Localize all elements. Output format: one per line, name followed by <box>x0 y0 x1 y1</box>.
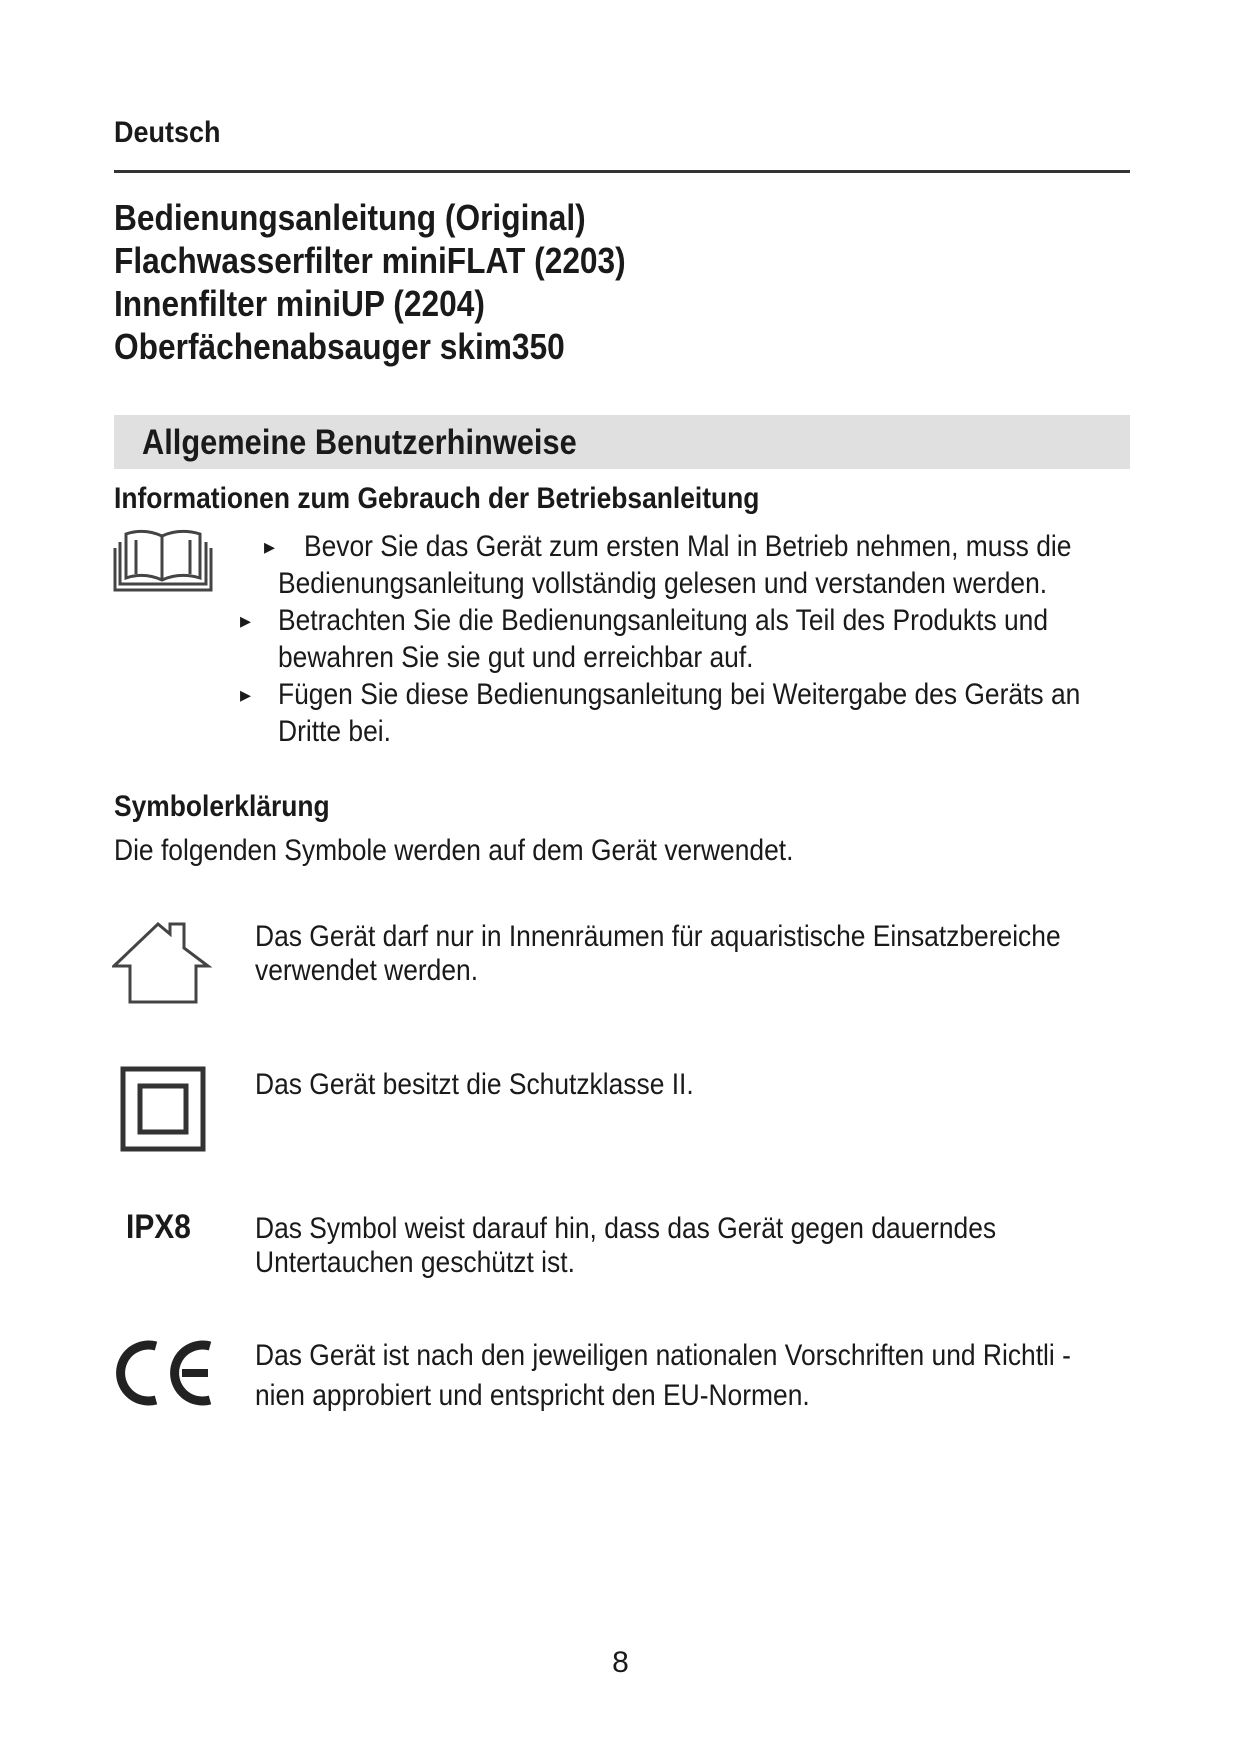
symbols-heading: Symbolerklärung <box>114 790 330 823</box>
bullet-line: Betrachten Sie die Bedienungsanleitung als Teil des Produkts und <box>278 604 1049 637</box>
bullet-line: Dritte bei. <box>278 715 391 748</box>
symbols-intro: Die folgenden Symbole werden auf dem Gerät verwendet. <box>114 834 794 867</box>
symbol-description <box>255 1066 754 1103</box>
bullet-arrow-icon: ▸ <box>264 534 276 559</box>
symbol-description <box>255 1212 1097 1280</box>
document-titles <box>114 196 696 368</box>
page-number: 8 <box>612 1646 629 1679</box>
symbol-text-line: Untertauchen geschützt ist. <box>255 1246 575 1279</box>
symbol-text-line: Das Gerät besitzt die Schutzklasse II. <box>255 1068 694 1101</box>
list-item <box>240 528 1140 602</box>
info-heading: Informationen zum Gebrauch der Betriebsanleitung <box>114 482 760 515</box>
section-title: Allgemeine Benutzerhinweise <box>142 423 577 462</box>
ipx8-label: IPX8 <box>126 1208 191 1246</box>
symbol-text-line: Das Gerät ist nach den jeweiligen nationalen Vorschriften und Richtli - <box>255 1339 1071 1372</box>
symbol-text-line: nien approbiert und entspricht den EU-Normen. <box>255 1379 810 1412</box>
title-line: Oberfächenabsauger skim350 <box>114 326 565 367</box>
title-line: Flachwasserfilter miniFLAT (2203) <box>114 240 626 281</box>
language-label: Deutsch <box>114 116 221 149</box>
symbol-text-line: Das Gerät darf nur in Innenräumen für aquaristische Einsatzbereiche <box>255 920 1061 953</box>
bullet-line: bewahren Sie sie gut und erreichbar auf. <box>278 641 754 674</box>
list-item <box>240 676 1140 750</box>
bullet-line: Bevor Sie das Gerät zum ersten Mal in Betrieb nehmen, muss die <box>304 530 1072 563</box>
header-divider <box>114 170 1130 173</box>
bullet-arrow-icon: ▸ <box>240 608 252 633</box>
protection-class-ii-icon <box>120 1066 206 1152</box>
title-line: Bedienungsanleitung (Original) <box>114 197 586 238</box>
ce-mark-icon <box>112 1338 216 1408</box>
usage-bullet-list <box>240 528 1140 750</box>
symbol-text-line: verwendet werden. <box>255 954 479 987</box>
title-line: Innenfilter miniUP (2204) <box>114 283 485 324</box>
symbol-description <box>255 1336 1182 1416</box>
symbol-description <box>255 920 1170 988</box>
house-icon <box>112 918 212 1004</box>
symbol-text-line: Das Symbol weist darauf hin, dass das Gerät gegen dauerndes <box>255 1212 997 1245</box>
bullet-line: Bedienungsanleitung vollständig gelesen und verstanden werden. <box>278 567 1048 600</box>
bullet-line: Fügen Sie diese Bedienungsanleitung bei Weitergabe des Geräts an <box>278 678 1081 711</box>
bullet-arrow-icon: ▸ <box>240 682 252 707</box>
section-header-bar <box>114 415 1130 469</box>
book-icon <box>112 528 214 594</box>
list-item <box>240 602 1140 676</box>
